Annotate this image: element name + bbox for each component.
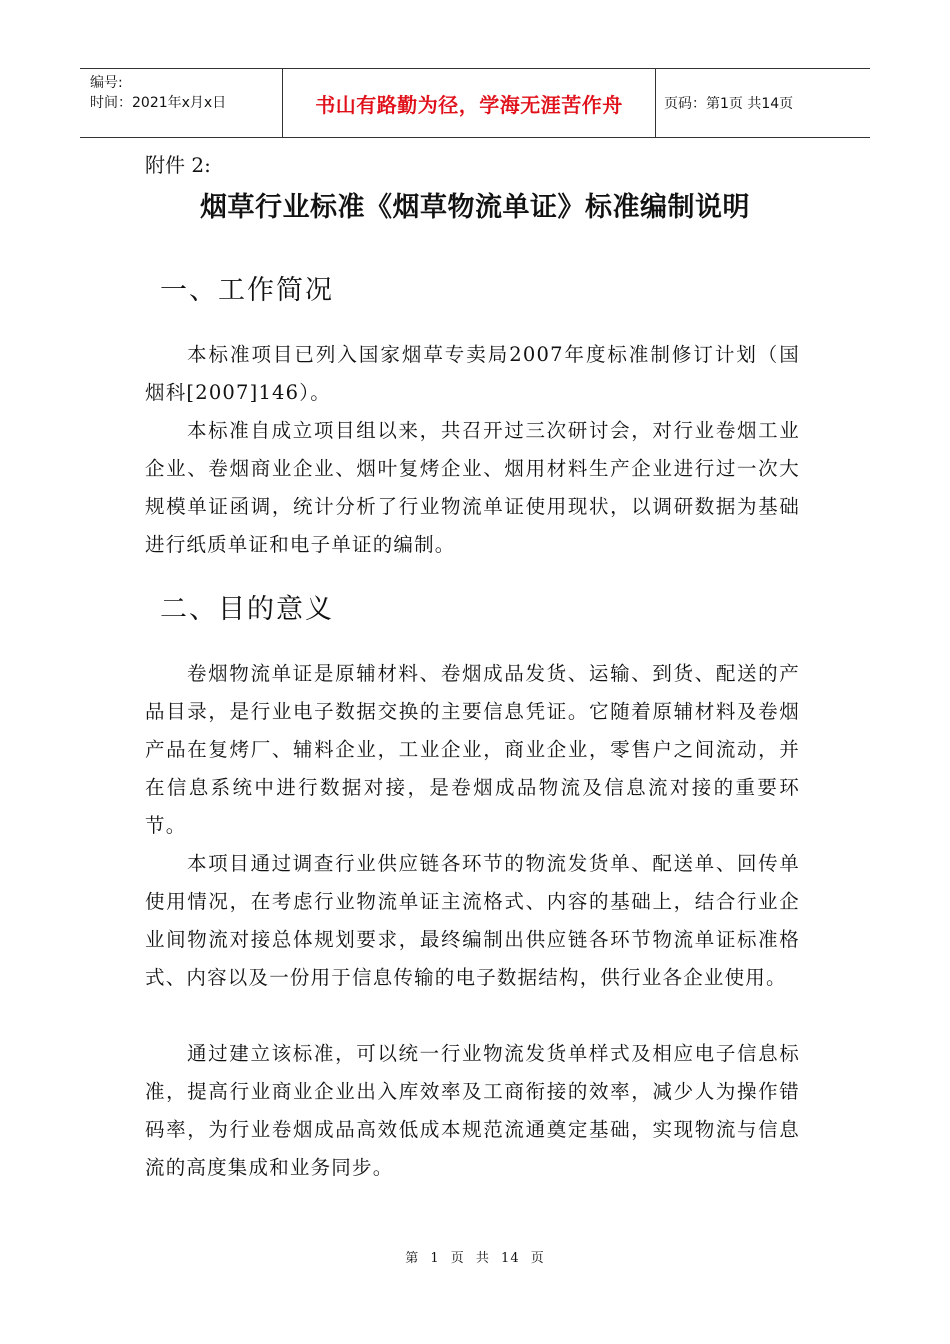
appendix-label: 附件 2: <box>145 153 211 177</box>
paragraph: 本项目通过调查行业供应链各环节的物流发货单、配送单、回传单使用情况，在考虑行业物流单证主流格式、内容的基础上，结合行业企业间物流对接总体规划要求，最终编制出供应链各环节物流单证标准格式、内容以及一份用于信息传输的电子数据结构，供行业各企业使用。 <box>145 852 800 989</box>
header-meta-cell <box>80 69 283 137</box>
header-motto-cell <box>283 69 656 137</box>
paragraph: 本标准项目已列入国家烟草专卖局2007年度标准制修订计划（国烟科[2007]146）。 <box>145 343 800 404</box>
date-label: 时间：2021年x月x日 <box>90 95 227 111</box>
page-header <box>80 68 870 138</box>
header-page-cell <box>656 69 870 137</box>
page-info: 页码：第1页 共14页 <box>664 96 794 112</box>
paragraph: 通过建立该标准，可以统一行业物流发货单样式及相应电子信息标准，提高行业商业企业出入库效率及工商衔接的效率，减少人为操作错码率，为行业卷烟成品高效低成本规范流通奠定基础，实现物流与信息流的高度集成和业务同步。 <box>145 1042 800 1179</box>
section-heading-overview: 一、工作简况 <box>160 275 334 306</box>
page-footer: 第 1 页 共 14 页 <box>405 1251 545 1266</box>
document-title: 烟草行业标准《烟草物流单证》标准编制说明 <box>200 192 750 223</box>
serial-number-label: 编号: <box>90 75 123 91</box>
paragraph: 本标准自成立项目组以来，共召开过三次研讨会，对行业卷烟工业企业、卷烟商业企业、烟叶复烤企业、烟用材料生产企业进行过一次大规模单证函调，统计分析了行业物流单证使用现状，以调研数据为基础进行纸质单证和电子单证的编制。 <box>145 419 800 556</box>
paragraph: 卷烟物流单证是原辅材料、卷烟成品发货、运输、到货、配送的产品目录，是行业电子数据交换的主要信息凭证。它随着原辅材料及卷烟产品在复烤厂、辅料企业，工业企业，商业企业，零售户之间流动，并在信息系统中进行数据对接，是卷烟成品物流及信息流对接的重要环节。 <box>145 662 800 837</box>
section-heading-purpose: 二、目的意义 <box>160 594 334 625</box>
motto-text: 书山有路勤为径，学海无涯苦作舟 <box>315 92 623 117</box>
